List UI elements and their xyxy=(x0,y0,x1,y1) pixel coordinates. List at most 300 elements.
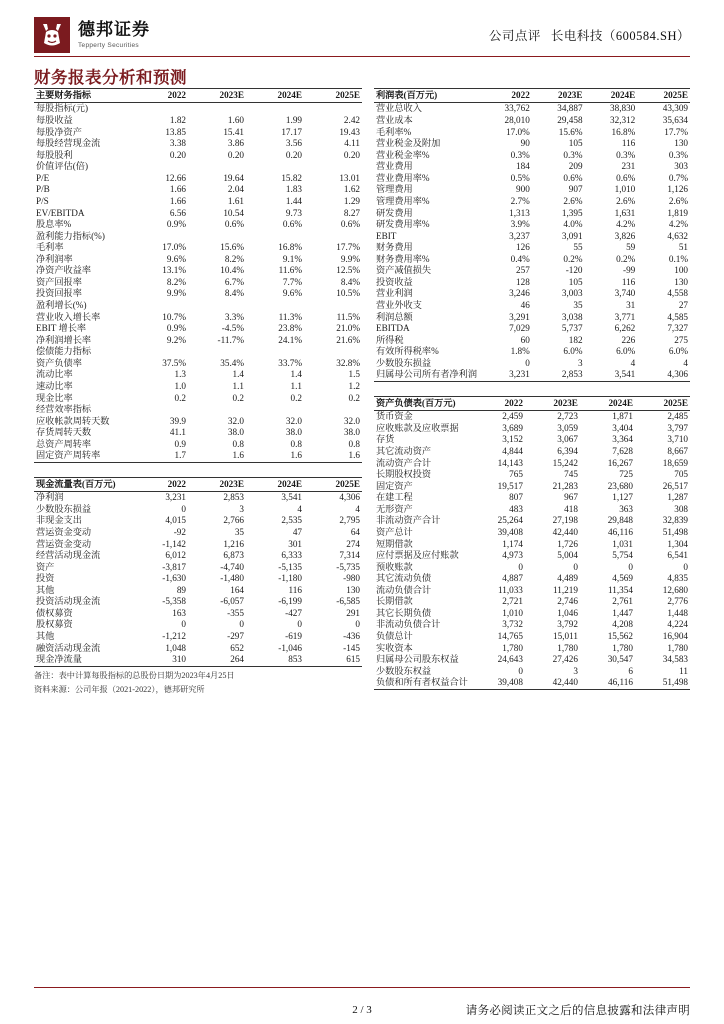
row-value: 27 xyxy=(678,300,688,311)
row-value: 3 xyxy=(239,503,244,514)
row-value xyxy=(130,346,188,358)
row-value: 6,541 xyxy=(667,550,688,561)
row-value: -5,135 xyxy=(278,561,302,572)
row-label: 现金净流量 xyxy=(34,654,130,666)
row-value xyxy=(246,346,304,358)
row-value: 9.6% xyxy=(282,288,302,299)
row-value: 1.6 xyxy=(304,450,362,462)
row-label: 应收账款及应收票据 xyxy=(376,422,459,433)
row-value: 0.6% xyxy=(563,172,583,183)
row-value: -355 xyxy=(227,607,244,618)
row-value: 1,395 xyxy=(561,207,583,218)
table-row xyxy=(374,677,690,689)
row-label: 财务费用 xyxy=(376,242,413,253)
row-value: 182 xyxy=(568,334,583,345)
row-value: 1.83 xyxy=(285,184,302,195)
table-row xyxy=(34,115,362,127)
table-row xyxy=(374,173,690,185)
row-value: 3,541 xyxy=(281,492,302,503)
row-value: -1,046 xyxy=(278,642,302,653)
row-value: 19.43 xyxy=(339,126,360,137)
row-value: 2,853 xyxy=(532,369,585,381)
row-value: 15,011 xyxy=(553,631,578,642)
row-value: 4,887 xyxy=(502,573,523,584)
row-label: 毛利率 xyxy=(36,242,64,253)
row-label: 营业利润 xyxy=(376,288,413,299)
row-value: 0.2 xyxy=(174,392,186,403)
row-value: 35 xyxy=(234,526,244,537)
table-row xyxy=(34,207,362,219)
row-label: 每股收益 xyxy=(36,115,73,126)
row-value: 0.2 xyxy=(232,392,244,403)
row-value: 1.82 xyxy=(169,115,186,126)
row-value: 46,116 xyxy=(580,677,635,689)
col-header-year: 2023E xyxy=(188,477,246,491)
row-value: 4 xyxy=(630,357,636,368)
row-label: 净资产收益率 xyxy=(36,265,92,276)
row-value: 9.2% xyxy=(166,334,186,345)
row-label: 投资回报率 xyxy=(36,288,82,299)
row-value: 2.42 xyxy=(343,115,360,126)
table-row xyxy=(374,666,690,678)
row-value: 3,771 xyxy=(614,311,636,322)
table-row xyxy=(34,450,362,462)
row-value: 2,535 xyxy=(281,515,302,526)
row-value: 32.0 xyxy=(343,415,360,426)
row-value: 363 xyxy=(619,503,633,514)
row-label: 负债总计 xyxy=(376,631,413,642)
row-value: 4,844 xyxy=(502,446,523,457)
row-value: 2,853 xyxy=(223,492,244,503)
row-value: 1,174 xyxy=(502,538,523,549)
table-row xyxy=(374,150,690,162)
row-value xyxy=(130,404,188,416)
row-value: 8.2% xyxy=(166,276,186,287)
row-label: 其它流动资产 xyxy=(376,446,432,457)
row-label: 负债和所有者权益合计 xyxy=(376,677,468,688)
row-value: 1,819 xyxy=(667,207,688,218)
table-row xyxy=(34,416,362,428)
row-value: 0.6% xyxy=(282,219,302,230)
row-value: 33,762 xyxy=(504,103,530,114)
row-value: 226 xyxy=(621,334,636,345)
row-value: 12.5% xyxy=(336,265,360,276)
row-label: P/S xyxy=(36,195,49,206)
table-row xyxy=(34,335,362,347)
table-row xyxy=(34,127,362,139)
table-row xyxy=(34,562,362,574)
row-value: 0.2 xyxy=(348,392,360,403)
row-value: 19.64 xyxy=(223,172,244,183)
table-row xyxy=(34,161,362,173)
income-statement-table xyxy=(374,88,690,382)
row-value: 1,046 xyxy=(557,607,578,618)
row-value xyxy=(188,231,246,243)
row-value xyxy=(188,161,246,173)
row-value: 4.2% xyxy=(668,219,688,230)
row-value: 15,562 xyxy=(607,631,633,642)
table-row xyxy=(34,231,362,243)
header-meta xyxy=(489,26,690,44)
table-row xyxy=(34,346,362,358)
row-value: 11.3% xyxy=(278,311,302,322)
row-value: 1,031 xyxy=(612,538,633,549)
row-label: 所得税 xyxy=(376,334,404,345)
table-row xyxy=(374,411,690,423)
row-value: 1.62 xyxy=(343,184,360,195)
row-value: 3,059 xyxy=(557,422,578,433)
row-value xyxy=(246,404,304,416)
table-row xyxy=(34,312,362,324)
row-value: 0.9% xyxy=(166,323,186,334)
row-value: 6.0% xyxy=(668,346,688,357)
row-value xyxy=(188,404,246,416)
row-value: 6.7% xyxy=(224,276,244,287)
row-value: 130 xyxy=(674,138,688,149)
row-label: 存货 xyxy=(376,434,395,445)
row-value: 1.4 xyxy=(290,369,302,380)
row-value: 32,312 xyxy=(610,115,636,126)
row-value xyxy=(246,300,304,312)
row-value: 38.0 xyxy=(227,427,244,438)
row-label: 研发费用率% xyxy=(376,219,430,230)
row-value: 3 xyxy=(577,357,583,368)
row-value: 4 xyxy=(355,503,360,514)
row-value: 14,765 xyxy=(497,631,523,642)
row-label: 融资活动现金流 xyxy=(36,642,101,653)
row-value: 116 xyxy=(621,276,636,287)
row-value: 1,010 xyxy=(502,607,523,618)
col-header-year: 2024E xyxy=(585,89,638,103)
row-value: -1,480 xyxy=(220,573,244,584)
row-value: 1.1 xyxy=(232,380,244,391)
row-value: 38.0 xyxy=(285,427,302,438)
row-value: 2,485 xyxy=(667,411,688,422)
row-value: 5,004 xyxy=(557,550,578,561)
row-value: 1,313 xyxy=(509,207,530,218)
row-value: 1,631 xyxy=(614,207,636,218)
row-value: 26,517 xyxy=(662,480,688,491)
row-value: 12,680 xyxy=(662,584,688,595)
row-value: 42,440 xyxy=(552,526,578,537)
row-value: -1,212 xyxy=(162,631,186,642)
row-value: 23,680 xyxy=(607,480,633,491)
row-value: 11.6% xyxy=(278,265,302,276)
row-value: 16,904 xyxy=(662,631,688,642)
row-value: 1,304 xyxy=(667,538,688,549)
table-row xyxy=(374,446,690,458)
table-row xyxy=(34,277,362,289)
table-row xyxy=(374,265,690,277)
row-label: 少数股东损益 xyxy=(376,357,432,368)
cash-flow-table xyxy=(34,477,362,667)
cash-flow-table-wrap xyxy=(34,477,362,695)
table-row xyxy=(34,404,362,416)
row-value: 39,408 xyxy=(470,677,525,689)
row-value: 1,871 xyxy=(612,411,633,422)
row-label: 现金比率 xyxy=(36,392,73,403)
row-value: 51,498 xyxy=(635,677,690,689)
table-row xyxy=(34,608,362,620)
row-value: 35,634 xyxy=(662,115,688,126)
table-row xyxy=(34,643,362,655)
row-value: 1.8% xyxy=(510,346,530,357)
row-label: EBIT xyxy=(376,230,397,241)
row-value: 0 xyxy=(628,561,633,572)
row-value: 23.8% xyxy=(278,323,302,334)
table-row xyxy=(374,585,690,597)
row-value: 29,458 xyxy=(557,115,583,126)
balance-sheet-table-wrap xyxy=(374,396,690,690)
row-value: 1,780 xyxy=(502,642,523,653)
row-label: 在建工程 xyxy=(376,492,413,503)
row-value: 10.7% xyxy=(162,311,186,322)
row-label: 少数股东权益 xyxy=(376,665,432,676)
table-row xyxy=(34,439,362,451)
row-label: 经营活动现金流 xyxy=(36,550,101,561)
row-label: 每股指标(元) xyxy=(36,103,89,114)
row-value: 24.1% xyxy=(278,334,302,345)
row-value: 1.61 xyxy=(227,195,244,206)
row-value: 3,291 xyxy=(509,311,530,322)
row-label: 固定资产周转率 xyxy=(34,450,130,462)
row-value: 615 xyxy=(304,654,362,666)
table-row xyxy=(34,538,362,550)
col-header-year: 2022 xyxy=(130,477,188,491)
row-value xyxy=(304,404,362,416)
row-value: 0.1% xyxy=(668,253,688,264)
row-label: 速动比率 xyxy=(36,380,73,391)
row-value: 9.73 xyxy=(285,207,302,218)
row-value: 4,489 xyxy=(557,573,578,584)
row-value: 1.66 xyxy=(169,195,186,206)
row-label: 少数股东损益 xyxy=(36,503,92,514)
row-value: 39.9 xyxy=(169,415,186,426)
row-value: 6,262 xyxy=(614,323,636,334)
row-value: 483 xyxy=(509,503,523,514)
row-label: 投资收益 xyxy=(376,276,413,287)
row-value: 765 xyxy=(509,469,523,480)
table-row xyxy=(374,573,690,585)
row-value: 0.2 xyxy=(290,392,302,403)
row-value: 6 xyxy=(628,665,633,676)
table-row xyxy=(374,550,690,562)
row-value: 274 xyxy=(346,538,360,549)
row-value: 27,426 xyxy=(552,654,578,665)
balance-sheet-table xyxy=(374,396,690,690)
table-row xyxy=(374,103,690,115)
table-row xyxy=(34,358,362,370)
row-value: -5,735 xyxy=(336,561,360,572)
row-value: -11.7% xyxy=(217,334,244,345)
table-row xyxy=(374,631,690,643)
row-value xyxy=(246,103,304,115)
row-value: 51 xyxy=(678,242,688,253)
row-value: 1,780 xyxy=(667,642,688,653)
key-indicators-body xyxy=(34,103,362,462)
row-value: 30,547 xyxy=(607,654,633,665)
row-value: 33.7% xyxy=(278,357,302,368)
table-row xyxy=(374,434,690,446)
row-value: 3,710 xyxy=(667,434,688,445)
row-value xyxy=(130,300,188,312)
row-value: 15.41 xyxy=(223,126,244,137)
row-label: 实收资本 xyxy=(376,642,413,653)
row-value: 3,689 xyxy=(502,422,523,433)
row-value: 5,754 xyxy=(612,550,633,561)
table-row xyxy=(374,527,690,539)
row-value: 46,116 xyxy=(608,526,633,537)
row-value: 21.6% xyxy=(336,334,360,345)
col-header-year: 2022 xyxy=(479,89,532,103)
row-value: 705 xyxy=(674,469,688,480)
row-value: 0.5% xyxy=(510,172,530,183)
row-label: 资产负债率 xyxy=(36,357,82,368)
row-value: 0.8 xyxy=(232,438,244,449)
table-row xyxy=(34,369,362,381)
row-value: 2,761 xyxy=(612,596,633,607)
row-label: 非流动资产合计 xyxy=(376,515,441,526)
table-row xyxy=(34,265,362,277)
company-logo-icon xyxy=(34,17,70,53)
row-value: 1.60 xyxy=(227,115,244,126)
row-value: 0.20 xyxy=(343,149,360,160)
row-value: 3,231 xyxy=(479,369,532,381)
row-value: -6,199 xyxy=(278,596,302,607)
table-row xyxy=(374,654,690,666)
table-row xyxy=(374,538,690,550)
row-label: 盈利增长(%) xyxy=(36,300,87,311)
table-row xyxy=(34,196,362,208)
brand-name-en: Tepperty Securities xyxy=(78,41,139,49)
cash-flow-body xyxy=(34,492,362,666)
row-value: 16,267 xyxy=(607,457,633,468)
row-value: 0 xyxy=(573,561,578,572)
row-value: 418 xyxy=(564,503,578,514)
row-value: 10.4% xyxy=(220,265,244,276)
row-label: 投资 xyxy=(36,573,55,584)
row-value: 2,723 xyxy=(557,411,578,422)
row-value: 126 xyxy=(516,242,530,253)
row-value: 13.1% xyxy=(162,265,186,276)
row-value: 807 xyxy=(509,492,523,503)
table-row xyxy=(374,335,690,347)
row-value: 257 xyxy=(516,265,530,276)
row-value: 17.7% xyxy=(664,126,688,137)
col-header-label: 主要财务指标 xyxy=(34,89,130,103)
col-header-year: 2023E xyxy=(532,89,585,103)
row-value: 1.6 xyxy=(188,450,246,462)
table-row xyxy=(374,300,690,312)
row-value: 3 xyxy=(573,665,578,676)
row-label: 其它长期负债 xyxy=(376,607,432,618)
table-row xyxy=(374,423,690,435)
row-value: 900 xyxy=(516,184,530,195)
row-value: 3,541 xyxy=(585,369,638,381)
row-value: 1.3 xyxy=(174,369,186,380)
row-label: 有效所得税率% xyxy=(376,346,439,357)
row-value: 1.2 xyxy=(348,380,360,391)
table-row xyxy=(374,358,690,370)
row-value: 3,003 xyxy=(561,288,583,299)
table-row xyxy=(374,562,690,574)
row-value: 967 xyxy=(564,492,578,503)
col-header-year: 2025E xyxy=(304,89,362,103)
row-value: 3,091 xyxy=(561,230,583,241)
row-label: 无形资产 xyxy=(376,503,413,514)
row-label: 投资活动现金流 xyxy=(36,596,101,607)
row-value: 37.5% xyxy=(162,357,186,368)
footer-divider xyxy=(34,987,690,988)
row-value: 3.56 xyxy=(285,138,302,149)
row-value: -297 xyxy=(227,631,244,642)
row-value: 46 xyxy=(520,300,530,311)
row-value: 9.9% xyxy=(166,288,186,299)
row-value: 3,404 xyxy=(612,422,633,433)
table-row xyxy=(374,207,690,219)
row-value: 90 xyxy=(520,138,530,149)
row-value: -3,817 xyxy=(162,561,186,572)
row-value: 1,780 xyxy=(612,642,633,653)
row-label: 利润总额 xyxy=(376,311,413,322)
row-value: 209 xyxy=(568,161,583,172)
row-value: 11,354 xyxy=(608,584,633,595)
row-value: -92 xyxy=(173,526,186,537)
row-value: 11,033 xyxy=(497,584,523,595)
row-value: 2,776 xyxy=(667,596,688,607)
balance-sheet-body xyxy=(374,411,690,690)
row-value: 8,667 xyxy=(667,446,688,457)
row-value: 0.8 xyxy=(290,438,302,449)
row-value: 128 xyxy=(516,276,530,287)
row-value: 4.2% xyxy=(616,219,636,230)
row-label: 债权募资 xyxy=(36,607,73,618)
row-value xyxy=(188,103,246,115)
row-value: 725 xyxy=(619,469,633,480)
row-value: 6,394 xyxy=(557,446,578,457)
row-value: 9.1% xyxy=(282,253,302,264)
row-value: -99 xyxy=(623,265,636,276)
col-header-year: 2025E xyxy=(635,396,690,410)
row-value: 4,632 xyxy=(667,230,688,241)
row-value: 27,198 xyxy=(552,515,578,526)
row-value: 1,780 xyxy=(557,642,578,653)
col-header-label: 利润表(百万元) xyxy=(374,89,479,103)
row-value: 1,048 xyxy=(165,642,186,653)
row-value: 32.0 xyxy=(227,415,244,426)
row-value: 0.3% xyxy=(510,149,530,160)
row-label: 每股净资产 xyxy=(36,126,82,137)
row-value: 275 xyxy=(674,334,688,345)
col-header-year: 2025E xyxy=(304,477,362,491)
row-value: 14,143 xyxy=(497,457,523,468)
row-value: 9.6% xyxy=(166,253,186,264)
row-value: 1.44 xyxy=(285,195,302,206)
row-label: 营业税金及附加 xyxy=(376,138,441,149)
row-value: 164 xyxy=(230,584,244,595)
table-row xyxy=(374,231,690,243)
row-value: 55 xyxy=(573,242,583,253)
row-label: EV/EBITDA xyxy=(36,207,85,218)
row-value: 2.7% xyxy=(510,195,530,206)
row-label: 长期借款 xyxy=(376,596,413,607)
row-value: 41.1 xyxy=(169,427,186,438)
row-value: 34,583 xyxy=(662,654,688,665)
table-row xyxy=(34,619,362,631)
table-row xyxy=(34,573,362,585)
row-value: 10.54 xyxy=(223,207,244,218)
row-label: 营业收入增长率 xyxy=(36,311,101,322)
